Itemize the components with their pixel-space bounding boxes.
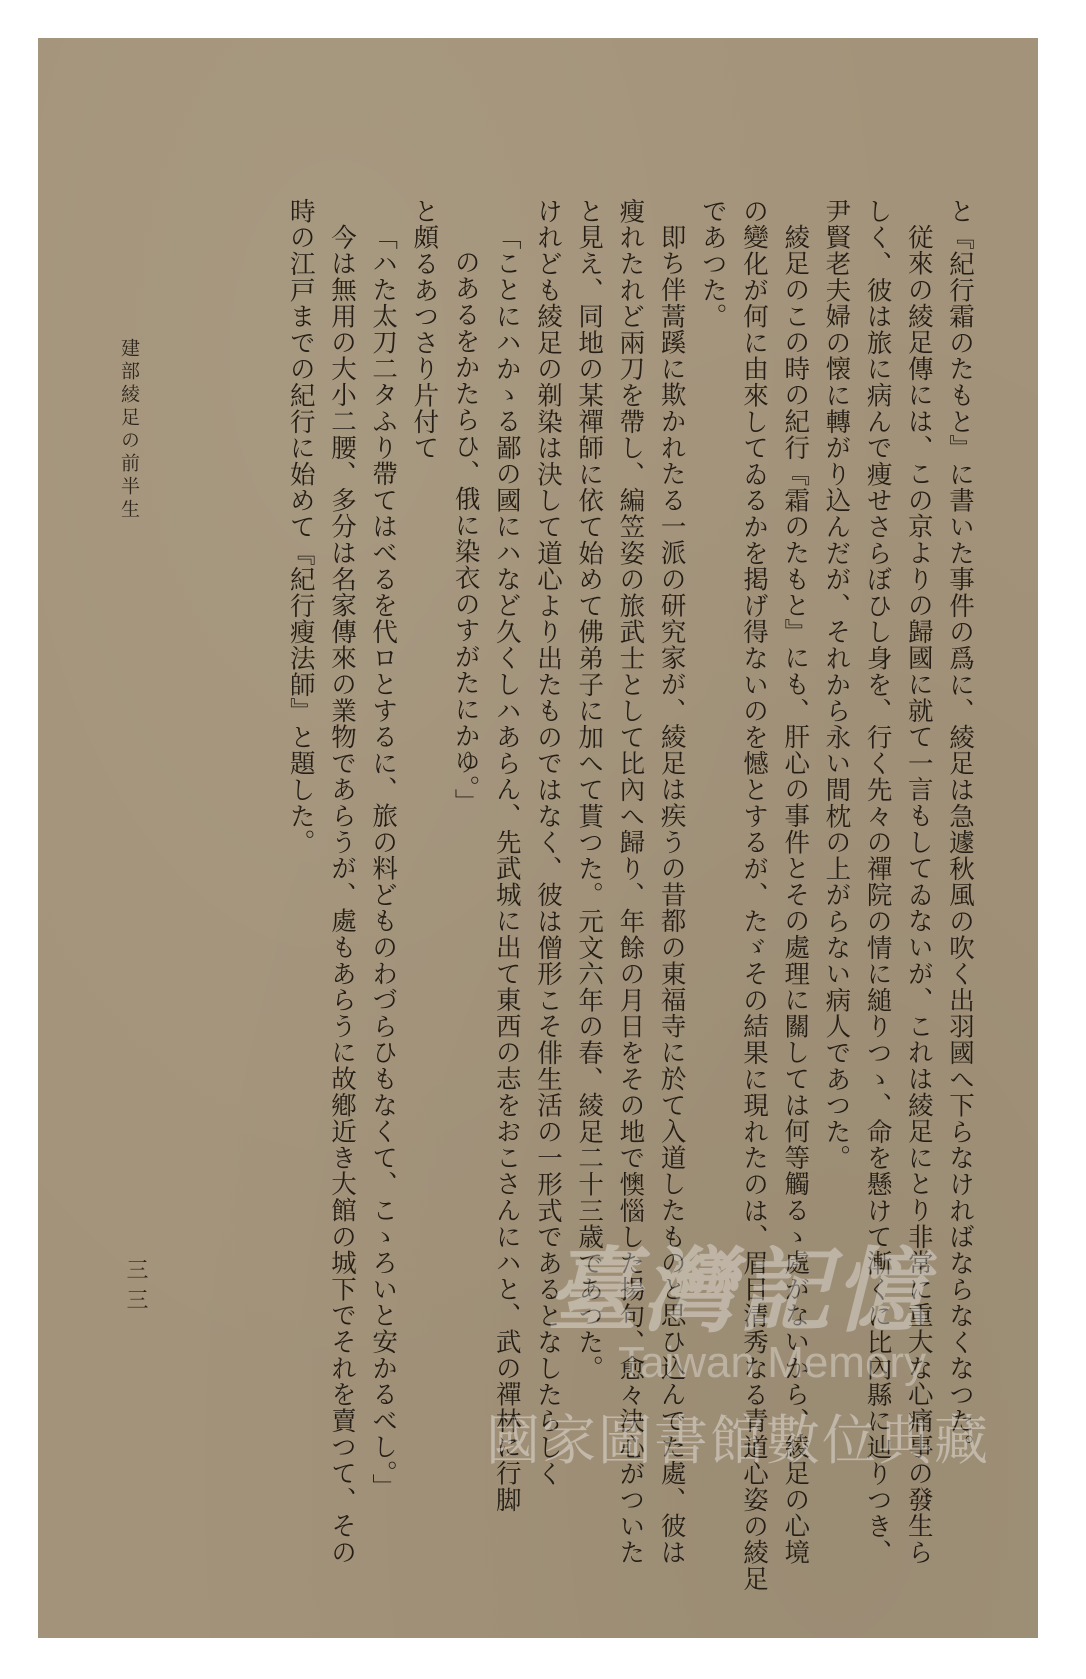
watermark-main: 臺灣記憶 [545,1237,930,1345]
text-line: 尹賢老夫婦の懐に轉がり込んだが、それから永い間枕の上がらない病人であつた。 [821,198,852,1172]
text-line: と頗るあつさり片付て [409,198,440,461]
text-line: であつた。 [697,198,728,330]
page-number: 三三 [123,1258,148,1318]
text-line: 従來の綾足傳には、この京よりの歸國に就て一言もしてゐないが、これは綾足にとり非常に重大な心痛事の發生ら [903,223,934,1565]
text-line: 今は無用の大小二腰、多分は名家傳來の業物であらうが、處もあらうに故鄕近き大館の城下でそれを賣つて、その [326,223,357,1565]
quote-line: 「ことにハかゝる鄙の國にハなど久くしハあらん、先武城に出て東西の志をおこさんにハと、武の禪林に行脚 [491,223,522,1513]
text-line: と見え、同地の某禪師に依て始めて佛弟子に加へて貰つた。元文六年の春、綾足二十三歳であつた。 [574,198,605,1382]
text-line: 綾足のこの時の紀行『霜のたもと』にも、肝心の事件とその處理に關しては何等觸るゝ處がないから、綾足の心境 [780,223,811,1565]
text-line: しく、彼は旅に病んで痩せさらぼひし身を、行く先々の禪院の情に縋りつゝ、命を懸けて漸くに比內縣に辿りつき、 [862,198,893,1566]
quote-line: 「ハた太刀二タふり帶てはべるを代ロとするに、旅の料どものわづらひもなくて、こゝろいと安かるべし。」 [368,223,399,1500]
text-line: 時の江戸までの紀行に始めて『紀行瘦法師』と題した。 [285,198,316,856]
watermark-english: Taiwan Memory [618,1338,927,1387]
running-head: 建部綾足の前半生 [118,338,140,522]
text-line: の變化が何に由來してゐるかを掲げ得ないのを憾とするが、たゞその結果に現れたのは、眉目清秀なる青道心姿の綾足 [738,198,769,1592]
watermark-org: 國家圖書館數位典藏 [486,1409,990,1472]
scanned-page [38,38,1038,1638]
text-line: けれども綾足の剃染は決して道心より出たものではなく、彼は僧形こそ俳生活の一形式であるとなしたらしく [532,198,563,1487]
text-line: 瘦れたれど兩刀を帶し、編笠姿の旅武士として比內へ歸り、年餘の月日をその地で懊惱した揚句、愈々決心がついた [615,198,646,1566]
text-line: 即ち伴蒿蹊に欺かれたる一派の研究家が、綾足は疾うの昔都の東福寺に於て入道したものと思ひ込んでた處、彼は [656,223,687,1565]
quote-line: のあるをかたらひ、俄に染衣のすがたにかゆ。」 [450,249,481,815]
text-line: と『紀行霜のたもと』に書いた事件の爲に、綾足は急遽秋風の吹く出羽國へ下らなければならなくなつた。 [945,198,975,1461]
